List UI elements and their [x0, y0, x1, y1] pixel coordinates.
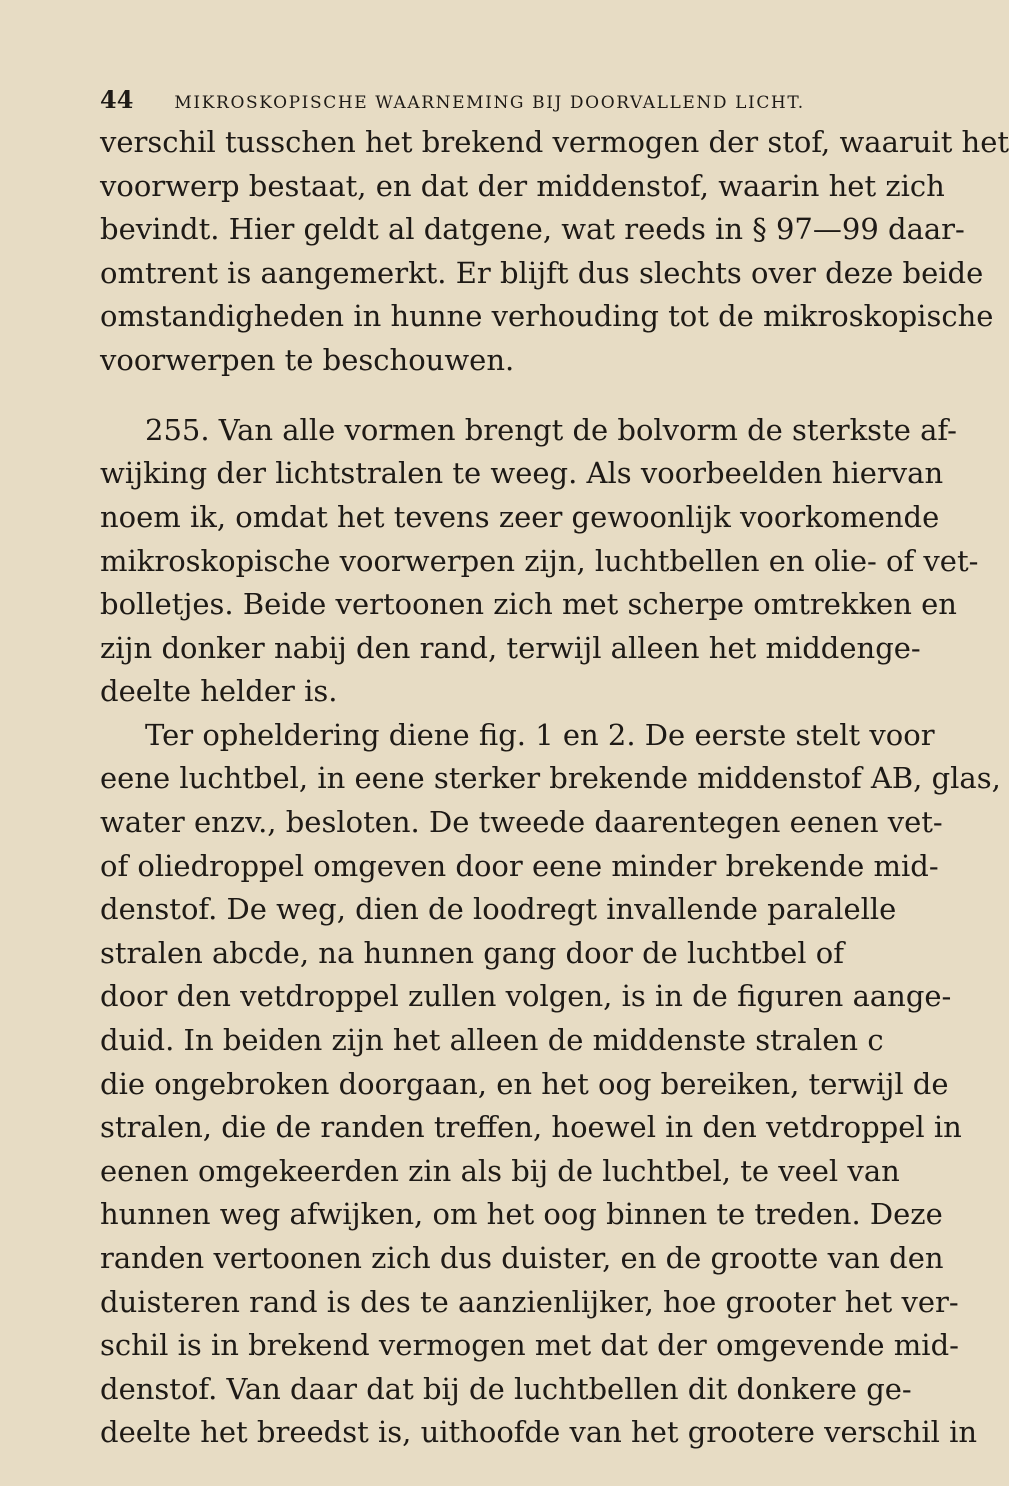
running-title: MIKROSKOPISCHE WAARNEMING BIJ DOORVALLEND LICHT. — [174, 93, 805, 113]
text-line: bevindt. Hier geldt al datgene, wat reeds in § 97—99 daar- — [100, 212, 965, 246]
text-line: mikroskopische voorwerpen zijn, luchtbellen en olie- of vet- — [100, 544, 979, 578]
text-line: eene luchtbel, in eene sterker brekende middenstof AB, glas, — [100, 761, 1001, 795]
text-line: verschil tusschen het brekend vermogen der stof, waaruit het — [100, 125, 1009, 159]
text-line: voorwerpen te beschouwen. — [100, 343, 515, 377]
text-line: voorwerp bestaat, en dat der middenstof, waarin het zich — [100, 169, 945, 203]
text-line: denstof. De weg, dien de loodregt invallende paralelle — [100, 892, 897, 926]
text-line: omstandigheden in hunne verhouding tot de mikroskopische — [100, 299, 994, 333]
text-line: Ter opheldering diene fig. 1 en 2. De eerste stelt voor — [145, 718, 935, 752]
text-line: noem ik, omdat het tevens zeer gewoonlijk voorkomende — [100, 500, 940, 534]
text-line: duisteren rand is des te aanzienlijker, hoe grooter het ver- — [100, 1285, 959, 1319]
text-line: hunnen weg afwijken, om het oog binnen te treden. Deze — [100, 1197, 943, 1231]
running-header — [100, 85, 805, 114]
text-line: of oliedroppel omgeven door eene minder brekende mid- — [100, 849, 939, 883]
text-line: schil is in brekend vermogen met dat der omgevende mid- — [100, 1328, 959, 1362]
text-line: randen vertoonen zich dus duister, en de grootte van den — [100, 1241, 944, 1275]
text-line: stralen, die de randen treffen, hoewel in den vetdroppel in — [100, 1110, 962, 1144]
text-line: 255. Van alle vormen brengt de bolvorm de sterkste af- — [145, 413, 957, 447]
text-line: water enzv., besloten. De tweede daarentegen eenen vet- — [100, 805, 943, 839]
text-line: eenen omgekeerden zin als bij de luchtbel, te veel van — [100, 1154, 900, 1188]
text-line: bolletjes. Beide vertoonen zich met scherpe omtrekken en — [100, 587, 957, 621]
text-line: omtrent is aangemerkt. Er blijft dus slechts over deze beide — [100, 256, 984, 290]
text-line: deelte het breedst is, uithoofde van het grootere verschil in — [100, 1415, 978, 1449]
text-line: duid. In beiden zijn het alleen de middenste stralen c — [100, 1023, 884, 1057]
text-line: stralen abcde, na hunnen gang door de luchtbel of — [100, 936, 844, 970]
text-line: zijn donker nabij den rand, terwijl alleen het middenge- — [100, 631, 921, 665]
text-line: deelte helder is. — [100, 674, 338, 708]
text-line: door den vetdroppel zullen volgen, is in de figuren aange- — [100, 979, 952, 1013]
text-line: die ongebroken doorgaan, en het oog bereiken, terwijl de — [100, 1067, 949, 1101]
text-line: denstof. Van daar dat bij de luchtbellen dit donkere ge- — [100, 1372, 912, 1406]
page-number: 44 — [100, 85, 134, 114]
text-line: wijking der lichtstralen te weeg. Als voorbeelden hiervan — [100, 456, 944, 490]
